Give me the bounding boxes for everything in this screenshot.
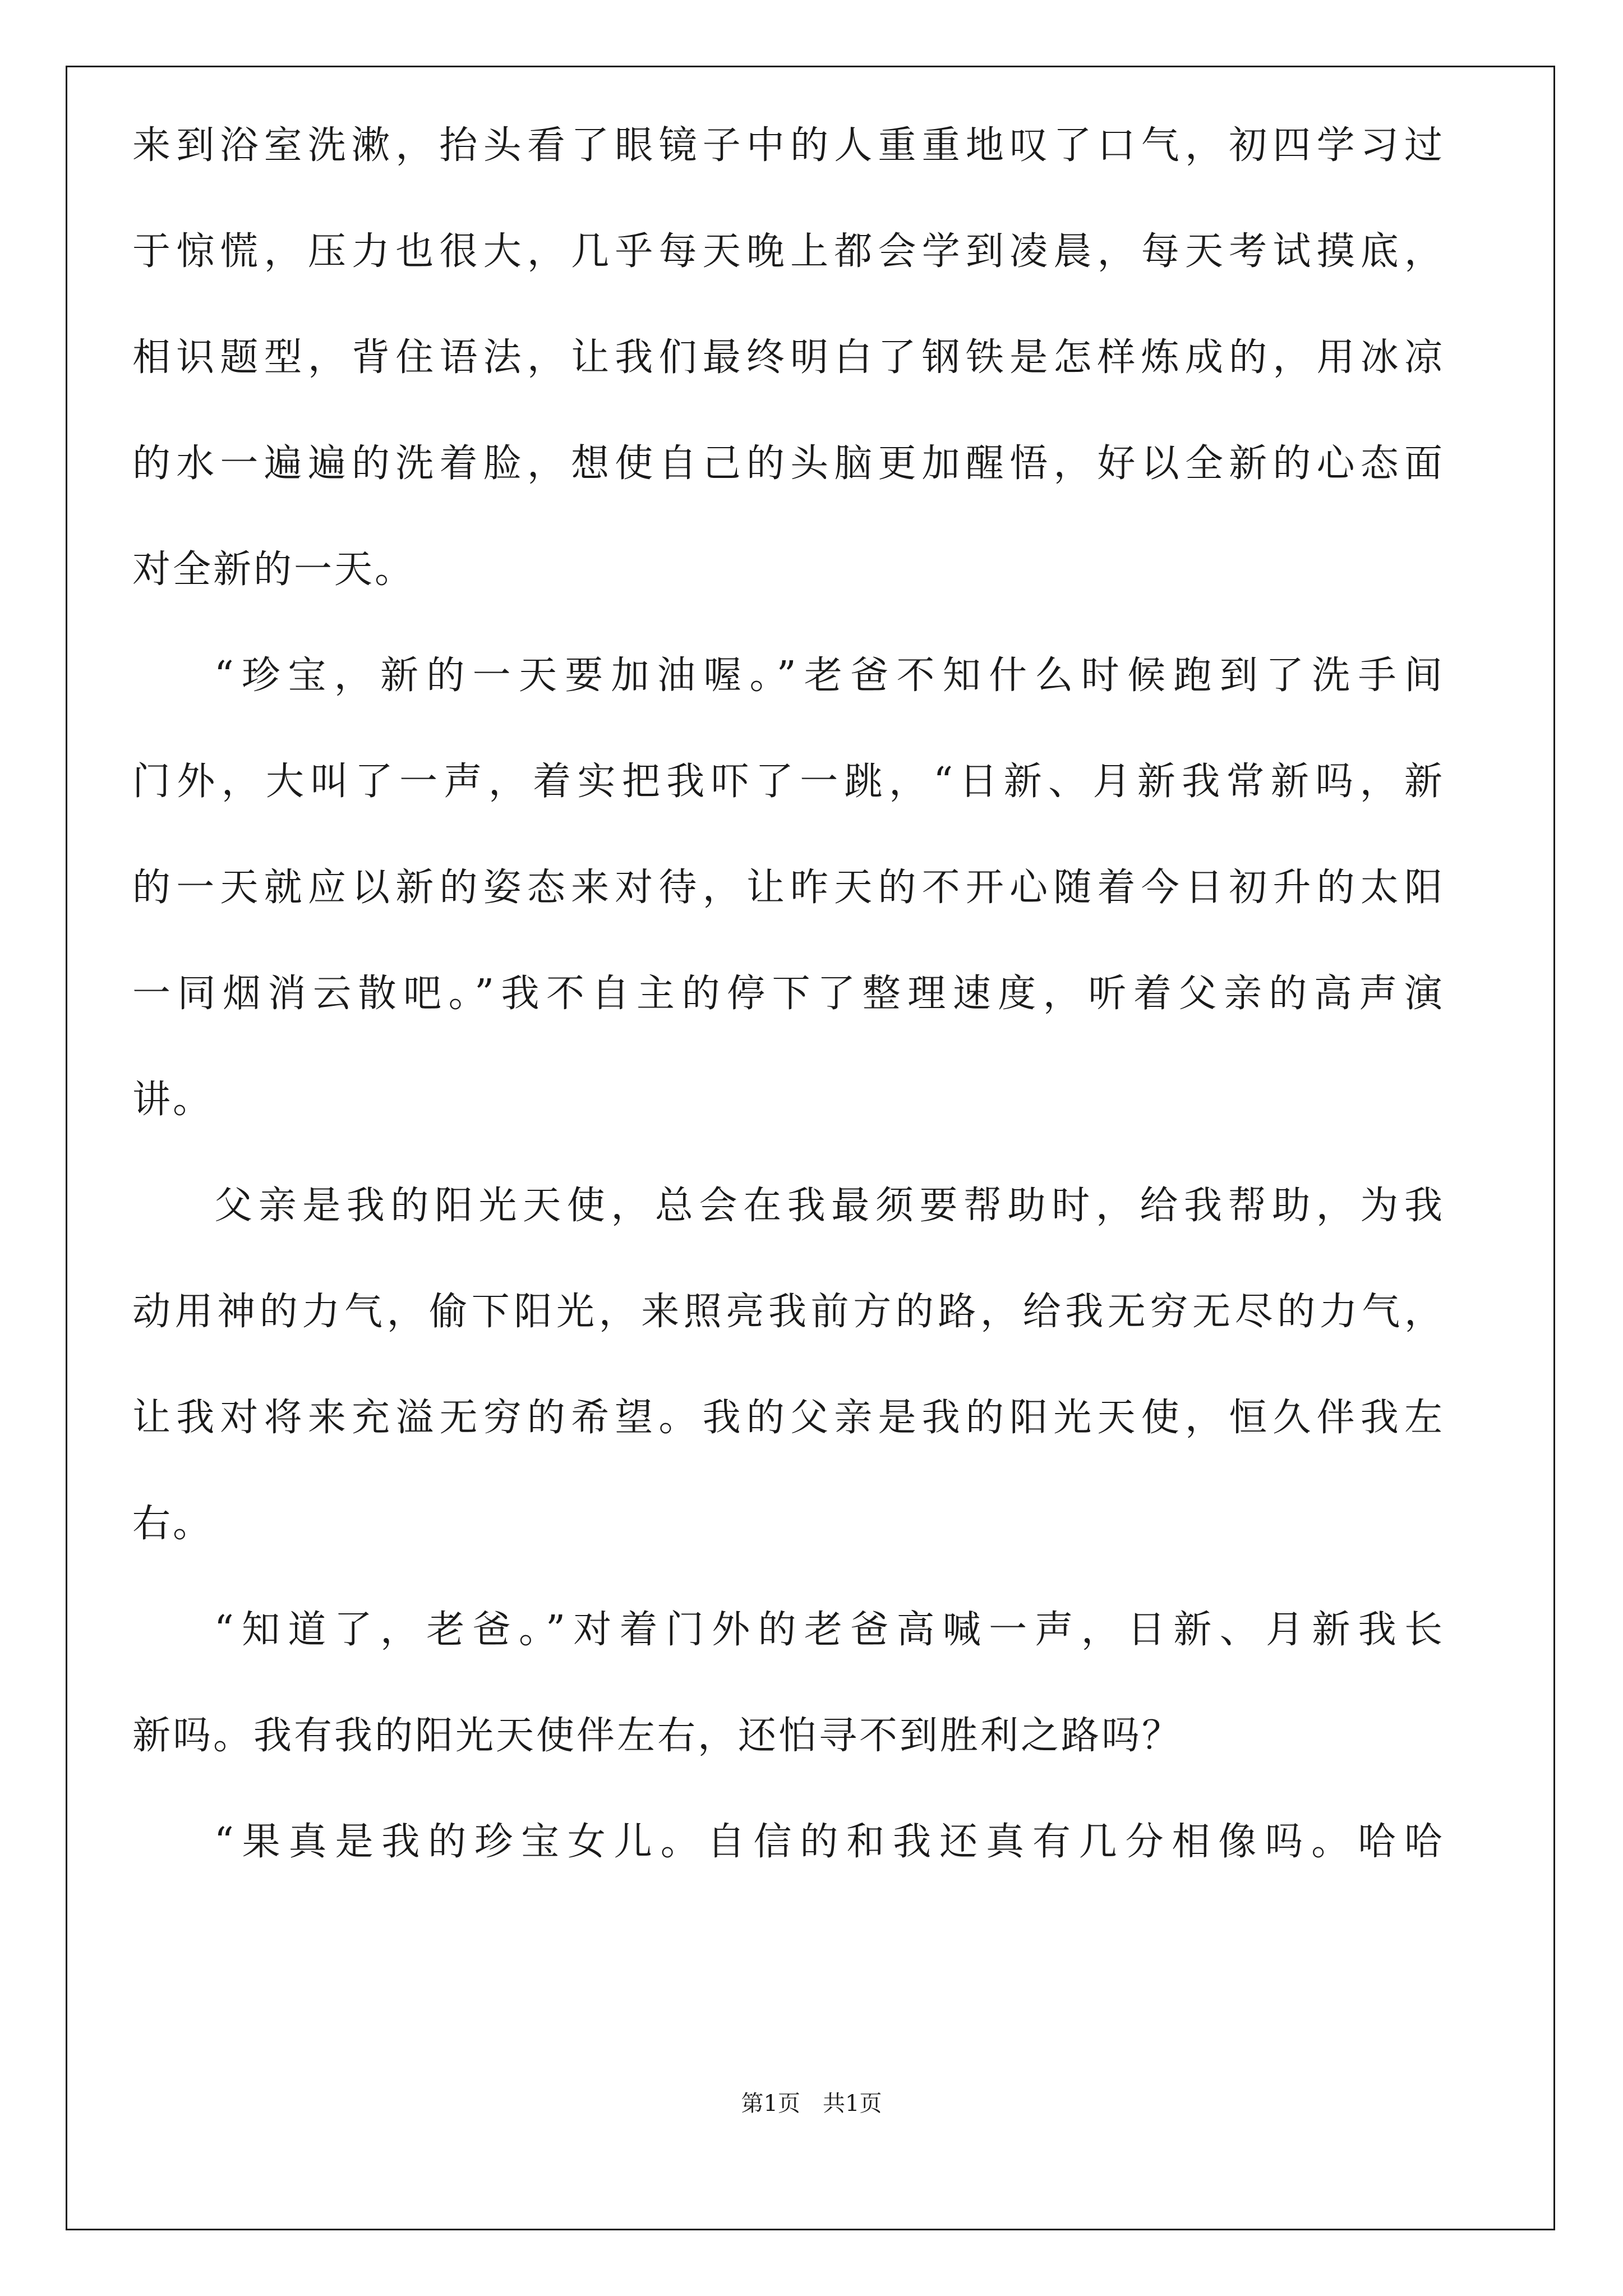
text-line: 讲。 — [132, 1078, 214, 1122]
text-line: 新吗。我有我的阳光天使伴左右，还怕寻不到胜利之路吗？ — [132, 1714, 1183, 1758]
document-body — [132, 93, 1445, 1895]
text-line: 右。 — [132, 1502, 214, 1546]
text-line: 一同烟消云散吧。”我不自主的停下了整理速度，听着父亲的高声演 — [132, 972, 1445, 1016]
page-footer: 第1页 共1页 — [741, 2091, 882, 2116]
text-line: 于惊慌，压力也很大，几乎每天晚上都会学到凌晨，每天考试摸底， — [132, 229, 1445, 274]
text-line: “知道了，老爸。”对着门外的老爸高喊一声，日新、月新我长 — [214, 1608, 1445, 1652]
text-line: 门外，大叫了一声，着实把我吓了一跳，“日新、月新我常新吗，新 — [132, 760, 1445, 804]
text-line: 父亲是我的阳光天使，总会在我最须要帮助时，给我帮助，为我 — [214, 1184, 1445, 1228]
text-line: 动用神的力气，偷下阳光，来照亮我前方的路，给我无穷无尽的力气， — [132, 1290, 1445, 1334]
text-line: 的一天就应以新的姿态来对待，让昨天的不开心随着今日初升的太阳 — [132, 866, 1445, 910]
text-line: “果真是我的珍宝女儿。自信的和我还真有几分相像吗。哈哈 — [214, 1820, 1445, 1864]
text-line: 对全新的一天。 — [132, 547, 416, 592]
text-line: 相识题型，背住语法，让我们最终明白了钢铁是怎样炼成的，用冰凉 — [132, 335, 1445, 380]
text-line: “珍宝，新的一天要加油喔。”老爸不知什么时候跑到了洗手间 — [214, 654, 1445, 698]
text-line: 来到浴室洗漱，抬头看了眼镜子中的人重重地叹了口气，初四学习过 — [132, 123, 1445, 168]
text-line: 的水一遍遍的洗着脸，想使自己的头脑更加醒悟，好以全新的心态面 — [132, 441, 1445, 486]
text-line: 让我对将来充溢无穷的希望。我的父亲是我的阳光天使，恒久伴我左 — [132, 1396, 1445, 1440]
